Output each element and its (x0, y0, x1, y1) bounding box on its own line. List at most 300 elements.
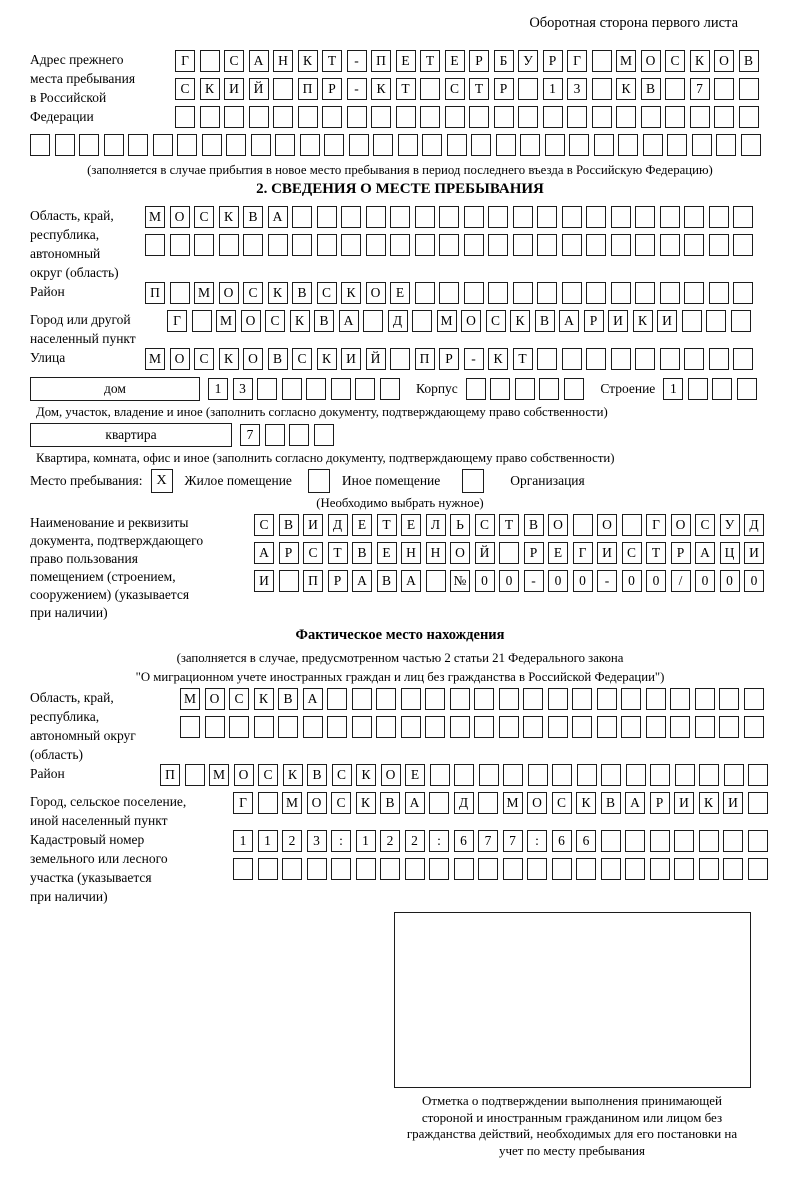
char-cell (523, 688, 543, 710)
char-cell (474, 716, 494, 738)
char-cell (716, 134, 736, 156)
char-cell (739, 78, 759, 100)
char-cell (709, 348, 729, 370)
char-cell: В (601, 792, 621, 814)
char-cell: С (332, 764, 352, 786)
actual-district-block (30, 764, 770, 792)
char-cell: Б (494, 50, 514, 72)
char-cell (515, 378, 535, 400)
house-label-box: дом (30, 377, 200, 401)
char-cell: Т (420, 50, 440, 72)
char-cell: М (194, 282, 214, 304)
apartment-note: Квартира, комната, офис и иное (заполнить согласно документу, подтверждающему право собственности) (36, 451, 615, 465)
char-cell (523, 716, 543, 738)
char-cell (684, 282, 704, 304)
stroenie-cells (663, 378, 761, 400)
char-cell (390, 234, 410, 256)
char-cell: К (341, 282, 361, 304)
house-row (30, 377, 770, 401)
char-cell (660, 206, 680, 228)
prev-address-block (30, 50, 770, 134)
prev-address-row-2 (175, 78, 763, 100)
char-cell: 7 (478, 830, 498, 852)
char-cell (450, 688, 470, 710)
char-cell (650, 858, 670, 880)
char-cell: О (170, 206, 190, 228)
char-cell (552, 764, 572, 786)
char-cell (224, 106, 244, 128)
char-cell: К (290, 310, 310, 332)
char-cell (592, 50, 612, 72)
document-label: Наименование и реквизиты документа, подтверждающего право пользования помещением (строением, сооружением) (указывается при наличии) (30, 515, 204, 620)
char-cell (317, 206, 337, 228)
char-cell: К (356, 764, 376, 786)
char-cell: 2 (282, 830, 302, 852)
char-cell (567, 106, 587, 128)
actual-city-row (233, 792, 772, 814)
char-cell: Г (167, 310, 187, 332)
char-cell: - (347, 50, 367, 72)
char-cell (611, 348, 631, 370)
char-cell: С (194, 348, 214, 370)
char-cell: М (616, 50, 636, 72)
char-cell (425, 716, 445, 738)
char-cell (576, 858, 596, 880)
char-cell: Р (439, 348, 459, 370)
char-cell: Т (499, 514, 519, 536)
house-note: Дом, участок, владение и иное (заполнить согласно документу, подтверждающему право собственности) (36, 405, 608, 419)
char-cell (415, 282, 435, 304)
char-cell: О (548, 514, 568, 536)
char-cell (626, 764, 646, 786)
char-cell (594, 134, 614, 156)
char-cell (643, 134, 663, 156)
char-cell: Е (390, 282, 410, 304)
char-cell: К (219, 206, 239, 228)
char-cell: Д (328, 514, 348, 536)
char-cell: С (194, 206, 214, 228)
char-cell: С (622, 542, 642, 564)
char-cell: Р (671, 542, 691, 564)
char-cell (490, 378, 510, 400)
page-title: Оборотная сторона первого листа (529, 15, 738, 31)
char-cell (537, 206, 557, 228)
char-cell (739, 106, 759, 128)
char-cell (586, 348, 606, 370)
char-cell: С (665, 50, 685, 72)
char-cell: С (254, 514, 274, 536)
char-cell (469, 106, 489, 128)
prev-address-row-3 (175, 106, 763, 128)
char-cell (282, 858, 302, 880)
district-row (145, 282, 758, 304)
prev-address-label: Адрес прежнего места пребывания в Российской Федерации (30, 52, 136, 124)
document-row-2 (254, 542, 769, 564)
char-cell (439, 282, 459, 304)
char-cell (273, 78, 293, 100)
char-cell: К (633, 310, 653, 332)
char-cell: О (219, 282, 239, 304)
char-cell (670, 688, 690, 710)
char-cell: Т (513, 348, 533, 370)
char-cell: Г (175, 50, 195, 72)
char-cell (601, 858, 621, 880)
char-cell: И (608, 310, 628, 332)
char-cell (646, 688, 666, 710)
char-cell (622, 514, 642, 536)
char-cell: С (175, 78, 195, 100)
char-cell (714, 106, 734, 128)
char-cell (426, 570, 446, 592)
char-cell: Е (405, 764, 425, 786)
char-cell (200, 50, 220, 72)
char-cell (447, 134, 467, 156)
char-cell (537, 348, 557, 370)
char-cell: - (347, 78, 367, 100)
char-cell: В (535, 310, 555, 332)
char-cell (254, 716, 274, 738)
section2-title: 2. СВЕДЕНИЯ О МЕСТЕ ПРЕБЫВАНИЯ (256, 181, 544, 197)
char-cell: Р (524, 542, 544, 564)
char-cell (518, 106, 538, 128)
char-cell: С (292, 348, 312, 370)
char-cell: В (377, 570, 397, 592)
char-cell: А (352, 570, 372, 592)
char-cell (352, 716, 372, 738)
char-cell (390, 348, 410, 370)
char-cell (699, 764, 719, 786)
char-cell (564, 378, 584, 400)
char-cell: Н (273, 50, 293, 72)
char-cell: 2 (405, 830, 425, 852)
char-cell: К (219, 348, 239, 370)
char-cell (300, 134, 320, 156)
char-cell: № (450, 570, 470, 592)
region-rows (145, 206, 758, 262)
char-cell (499, 716, 519, 738)
char-cell: 1 (233, 830, 253, 852)
actual-city-rows (233, 792, 772, 820)
char-cell (528, 764, 548, 786)
char-cell (513, 234, 533, 256)
char-cell: П (160, 764, 180, 786)
char-cell (695, 688, 715, 710)
actual-district-rows (160, 764, 773, 792)
char-cell: С (445, 78, 465, 100)
char-cell (205, 716, 225, 738)
apartment-cells (240, 424, 338, 446)
char-cell (292, 206, 312, 228)
char-cell (748, 764, 768, 786)
char-cell: 6 (576, 830, 596, 852)
char-cell (327, 688, 347, 710)
char-cell (635, 234, 655, 256)
char-cell (660, 282, 680, 304)
char-cell: У (720, 514, 740, 536)
char-cell (597, 716, 617, 738)
char-cell (573, 514, 593, 536)
char-cell (352, 688, 372, 710)
char-cell: В (279, 514, 299, 536)
char-cell: А (339, 310, 359, 332)
char-cell (562, 234, 582, 256)
char-cell (709, 234, 729, 256)
char-cell (660, 234, 680, 256)
char-cell (635, 282, 655, 304)
char-cell (744, 688, 764, 710)
char-cell: С (243, 282, 263, 304)
char-cell: Ц (720, 542, 740, 564)
char-cell (307, 858, 327, 880)
char-cell (192, 310, 212, 332)
char-cell: О (243, 348, 263, 370)
char-cell: Ь (450, 514, 470, 536)
char-cell (420, 78, 440, 100)
stay-type-row (30, 469, 770, 493)
char-cell: Н (426, 542, 446, 564)
char-cell (373, 134, 393, 156)
char-cell: 1 (543, 78, 563, 100)
char-cell (709, 282, 729, 304)
char-cell: П (145, 282, 165, 304)
region-block (30, 206, 770, 282)
char-cell (202, 134, 222, 156)
char-cell: П (415, 348, 435, 370)
char-cell (454, 858, 474, 880)
char-cell (741, 134, 761, 156)
char-cell: : (429, 830, 449, 852)
char-cell: И (224, 78, 244, 100)
char-cell: - (464, 348, 484, 370)
char-cell: К (616, 78, 636, 100)
cadastre-label: Кадастровый номер земельного или лесного участка (указывается при наличии) (30, 832, 168, 904)
char-cell (748, 792, 768, 814)
district-label: Район (30, 284, 65, 299)
actual-district-row (160, 764, 773, 786)
char-cell: Й (249, 78, 269, 100)
char-cell (665, 78, 685, 100)
char-cell: О (170, 348, 190, 370)
char-cell (616, 106, 636, 128)
city-row (167, 310, 755, 332)
char-cell (380, 378, 400, 400)
char-cell (709, 206, 729, 228)
char-cell (450, 716, 470, 738)
char-cell (415, 206, 435, 228)
char-cell: Г (646, 514, 666, 536)
char-cell: К (371, 78, 391, 100)
char-cell (562, 206, 582, 228)
char-cell (104, 134, 124, 156)
char-cell (499, 688, 519, 710)
char-cell (282, 378, 302, 400)
char-cell (356, 858, 376, 880)
char-cell (572, 716, 592, 738)
char-cell: О (527, 792, 547, 814)
char-cell (279, 570, 299, 592)
char-cell (488, 282, 508, 304)
char-cell: К (268, 282, 288, 304)
char-cell (488, 206, 508, 228)
char-cell: Г (567, 50, 587, 72)
char-cell (464, 282, 484, 304)
char-cell (488, 234, 508, 256)
char-cell: М (216, 310, 236, 332)
char-cell (303, 716, 323, 738)
char-cell: В (314, 310, 334, 332)
char-cell: 1 (258, 830, 278, 852)
confirmation-stamp-box (394, 912, 751, 1088)
char-cell (539, 378, 559, 400)
char-cell: И (303, 514, 323, 536)
char-cell: Е (401, 514, 421, 536)
stay-type-note: (Необходимо выбрать нужное) (316, 496, 484, 510)
char-cell: Д (454, 792, 474, 814)
char-cell (592, 106, 612, 128)
char-cell: 0 (720, 570, 740, 592)
char-cell (425, 688, 445, 710)
char-cell (719, 716, 739, 738)
char-cell (684, 234, 704, 256)
char-cell (611, 282, 631, 304)
char-cell: Р (279, 542, 299, 564)
char-cell (684, 206, 704, 228)
char-cell: П (298, 78, 318, 100)
char-cell (635, 206, 655, 228)
char-cell: С (229, 688, 249, 710)
char-cell (396, 106, 416, 128)
char-cell: А (559, 310, 579, 332)
char-cell (251, 134, 271, 156)
char-cell (527, 858, 547, 880)
char-cell: И (674, 792, 694, 814)
char-cell: О (714, 50, 734, 72)
char-cell (366, 206, 386, 228)
char-cell (249, 106, 269, 128)
char-cell (618, 134, 638, 156)
char-cell (401, 688, 421, 710)
char-cell: У (518, 50, 538, 72)
char-cell (625, 830, 645, 852)
checkbox-other-premises (308, 469, 330, 493)
actual-region-row-1 (180, 688, 768, 710)
char-cell: И (254, 570, 274, 592)
checkbox-organization (462, 469, 484, 493)
char-cell (597, 688, 617, 710)
char-cell (265, 424, 285, 446)
char-cell (229, 716, 249, 738)
document-rows (254, 514, 769, 598)
char-cell: Е (445, 50, 465, 72)
city-label: Город или другой населенный пункт (30, 312, 136, 346)
apartment-row (30, 423, 770, 447)
char-cell (520, 134, 540, 156)
char-cell: К (317, 348, 337, 370)
region-label: Область, край, республика, автономный округ (область) (30, 208, 119, 280)
char-cell: С (552, 792, 572, 814)
char-cell (341, 206, 361, 228)
char-cell: О (381, 764, 401, 786)
region-row-2 (145, 234, 758, 256)
organization-label: Организация (510, 473, 585, 488)
char-cell (380, 858, 400, 880)
char-cell: : (527, 830, 547, 852)
char-cell (445, 106, 465, 128)
char-cell (317, 234, 337, 256)
char-cell: В (380, 792, 400, 814)
char-cell (682, 310, 702, 332)
char-cell: Г (573, 542, 593, 564)
char-cell: 0 (744, 570, 764, 592)
char-cell: В (739, 50, 759, 72)
char-cell: П (371, 50, 391, 72)
cadastre-row-1 (233, 830, 772, 852)
char-cell: С (331, 792, 351, 814)
char-cell (371, 106, 391, 128)
char-cell (723, 830, 743, 852)
char-cell (572, 688, 592, 710)
char-cell (273, 106, 293, 128)
char-cell (170, 234, 190, 256)
char-cell: К (254, 688, 274, 710)
char-cell (257, 378, 277, 400)
char-cell (398, 134, 418, 156)
char-cell (268, 234, 288, 256)
char-cell (479, 764, 499, 786)
char-cell: 3 (307, 830, 327, 852)
char-cell: И (744, 542, 764, 564)
char-cell (331, 858, 351, 880)
char-cell: 2 (380, 830, 400, 852)
char-cell: Д (388, 310, 408, 332)
char-cell: В (278, 688, 298, 710)
char-cell (464, 234, 484, 256)
char-cell (586, 282, 606, 304)
char-cell (684, 348, 704, 370)
char-cell (586, 206, 606, 228)
char-cell (243, 234, 263, 256)
char-cell (699, 858, 719, 880)
char-cell: 7 (503, 830, 523, 852)
char-cell: А (268, 206, 288, 228)
char-cell: 3 (567, 78, 587, 100)
char-cell: О (671, 514, 691, 536)
char-cell (688, 378, 708, 400)
char-cell: Й (366, 348, 386, 370)
char-cell: К (699, 792, 719, 814)
char-cell: 0 (475, 570, 495, 592)
char-cell: М (145, 206, 165, 228)
char-cell (737, 378, 757, 400)
char-cell (641, 106, 661, 128)
char-cell: М (437, 310, 457, 332)
char-cell (226, 134, 246, 156)
char-cell (405, 858, 425, 880)
char-cell (430, 764, 450, 786)
char-cell (748, 830, 768, 852)
char-cell: С (695, 514, 715, 536)
cadastre-rows (233, 830, 772, 886)
char-cell: 1 (663, 378, 683, 400)
char-cell (724, 764, 744, 786)
char-cell: 0 (573, 570, 593, 592)
char-cell (562, 348, 582, 370)
prev-address-row-4 (30, 134, 770, 156)
char-cell (621, 688, 641, 710)
char-cell: - (597, 570, 617, 592)
char-cell (355, 378, 375, 400)
char-cell (363, 310, 383, 332)
